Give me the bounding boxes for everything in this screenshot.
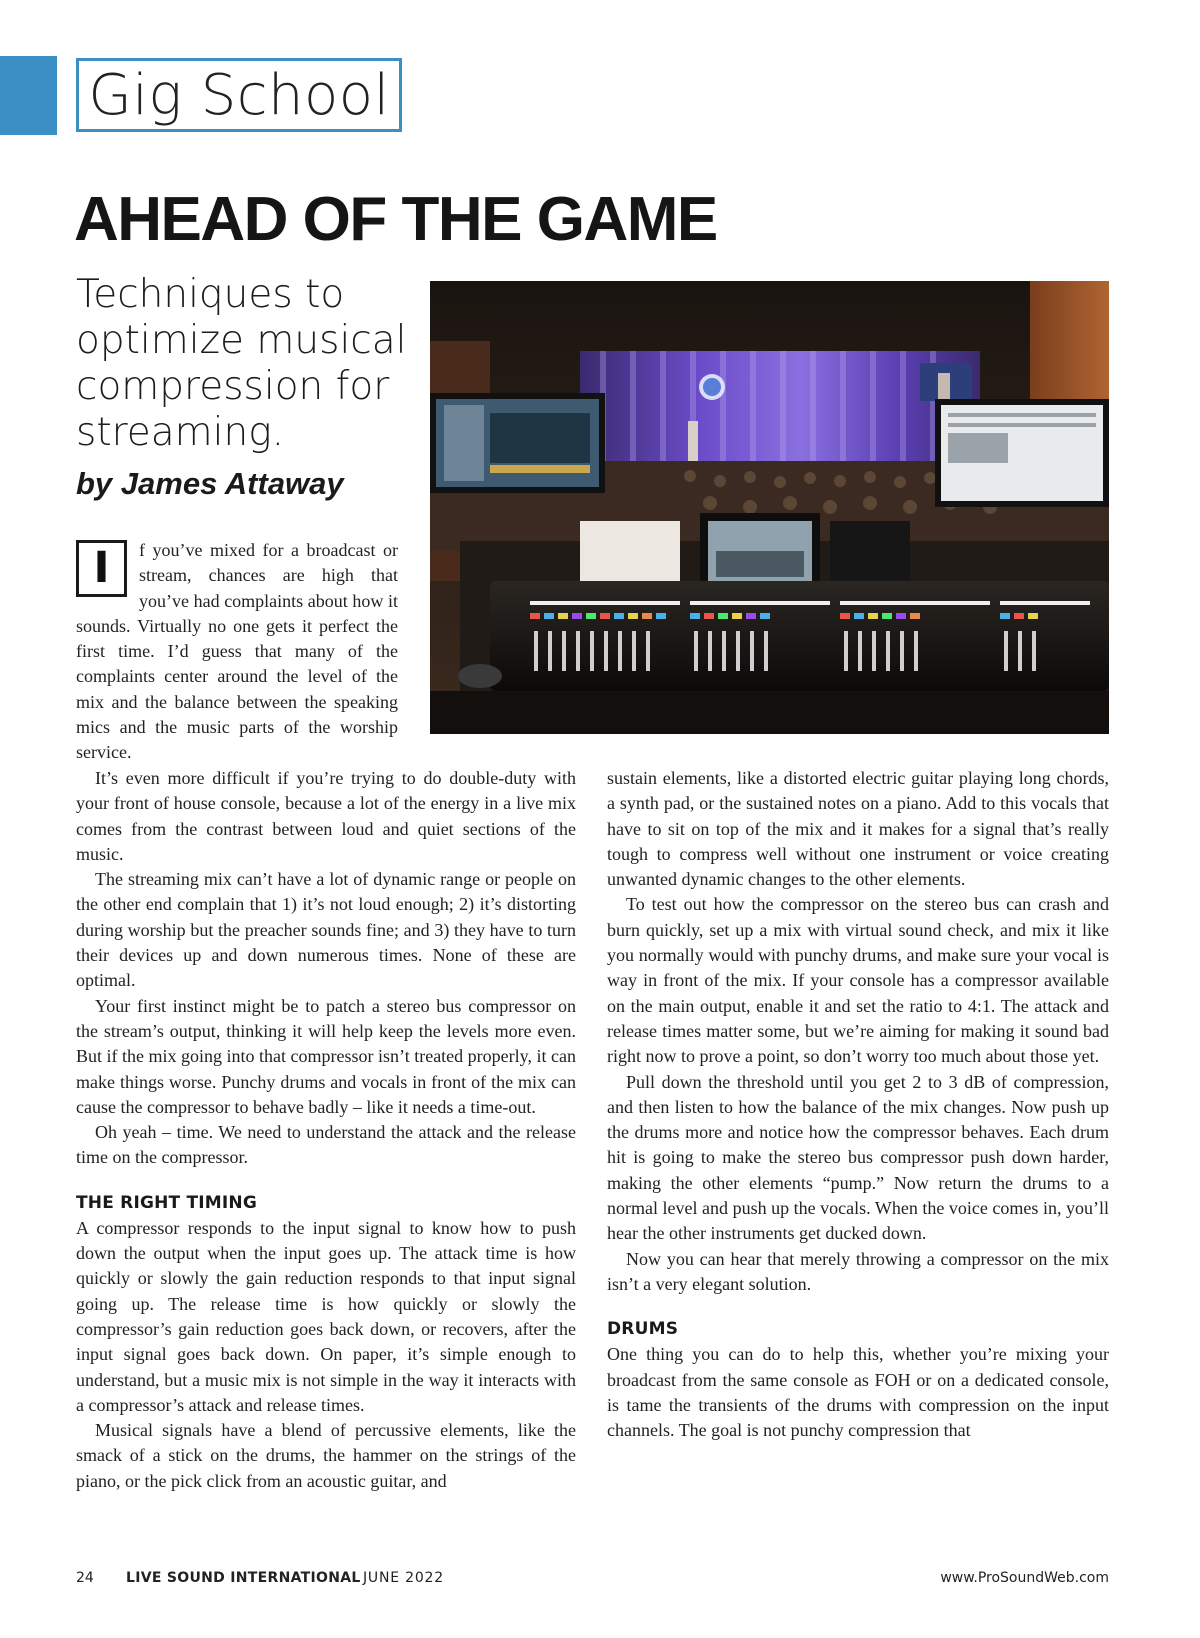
body-paragraph: To test out how the compressor on the stereo bus can crash and burn quickly, set up a mix with virtual sound check, and mix it like you normally would with punchy drums, and make sure your vocal is way in front of the mix. If your console has a compressor available on the main output, enable it and set the ratio to 4:1. The attack and release times matter some, but we’re aiming for making it sound bad right now to prove a point, so don’t worry too much about those yet.: [607, 894, 1109, 1067]
intro-paragraph: f you’ve mixed for a broadcast or stream, chances are high that you’ve had complaints about how it sounds. Virtually no one gets it perfect the first time. I’d guess that many of the complaints center around the level of the mix and the balance between the speaking mics and the music parts of the worship service.: [76, 540, 398, 763]
website-url: www.ProSoundWeb.com: [940, 1570, 1109, 1586]
article-byline: by James Attaway: [76, 466, 344, 501]
article-intro: [76, 538, 398, 766]
magazine-name: LIVE SOUND INTERNATIONAL: [126, 1570, 361, 1586]
body-paragraph: sustain elements, like a distorted electric guitar playing long chords, a synth pad, or the sustained notes on a piano. Add to this vocals that have to sit on top of the mix and it makes for a signal that’s really tough to compress well without one instrument or voice creating unwanted dynamic changes to the other elements.: [607, 768, 1109, 890]
body-paragraph: Musical signals have a blend of percussive elements, like the smack of a stick on the drums, the hammer on the strings of the piano, or the pick click from an acoustic guitar, and: [76, 1420, 576, 1491]
page-number: 24: [76, 1570, 94, 1586]
page-footer: [76, 1570, 1109, 1594]
body-paragraph: The streaming mix can’t have a lot of dynamic range or people on the other end complain that 1) it’s not loud enough; 2) it’s distorting during worship but the preacher sounds fine; and 3) they have to turn their devices up and down numerous times. None of these are optimal.: [76, 869, 576, 991]
body-paragraph: Oh yeah – time. We need to understand the attack and the release time on the compressor.: [76, 1122, 576, 1168]
body-paragraph: A compressor responds to the input signal to know how to push down the output when the input goes up. The attack time is how quickly or slowly the gain reduction responds to that input signal going up. The release time is how quickly or slowly the compressor’s gain reduction goes back down, or recovers, after the input signal goes back down. On paper, it’s simple enough to understand, but a music mix is not simple in the way it interacts with a compressor’s attack and release times.: [76, 1217, 576, 1415]
section-label-box: [76, 58, 402, 132]
body-paragraph: One thing you can do to help this, whether you’re mixing your broadcast from the same console as FOH or on a dedicated console, is tame the transients of the drums with compression on the input channels. The goal is not punchy compression that: [607, 1344, 1109, 1441]
console-photo: [430, 281, 1109, 734]
article-headline: AHEAD OF THE GAME: [74, 185, 717, 254]
right-column: [607, 766, 1109, 1443]
console-photo-illustration: [430, 281, 1109, 734]
section-accent-tab: [0, 56, 57, 135]
section-label: Gig School: [88, 63, 390, 128]
left-column: [76, 766, 576, 1494]
body-paragraph: Your first instinct might be to patch a stereo bus compressor on the stream’s output, thinking it will help keep the levels more even. But if the mix going into that compressor isn’t treated properly, it can make things worse. Punchy drums and vocals in front of the mix can cause the compressor to behave badly – like it needs a time-out.: [76, 995, 576, 1117]
body-paragraph: Now you can hear that merely throwing a compressor on the mix isn’t a very elegant solution.: [607, 1248, 1109, 1294]
body-paragraph: Pull down the threshold until you get 2 to 3 dB of compression, and then listen to how the balance of the mix changes. Now push up the drums more and notice how the compressor behaves. Each drum hit is going to make the stereo bus compressor push down harder, making the other elements “pump.” Now return the drums to a normal level and push up the vocals. When the voice comes in, you’ll hear the other instruments get ducked down.: [607, 1071, 1109, 1244]
subhead-drums: DRUMS: [607, 1319, 679, 1340]
subhead-right-timing: THE RIGHT TIMING: [76, 1192, 258, 1213]
issue-date: JUNE 2022: [363, 1570, 444, 1586]
article-deck: Techniques to optimize musical compression for streaming.: [76, 272, 407, 455]
body-paragraph: It’s even more difficult if you’re trying to do double-duty with your front of house console, because a lot of the energy in a live mix comes from the contrast between loud and quiet sections of the music.: [76, 768, 576, 864]
drop-cap: I: [76, 540, 127, 597]
